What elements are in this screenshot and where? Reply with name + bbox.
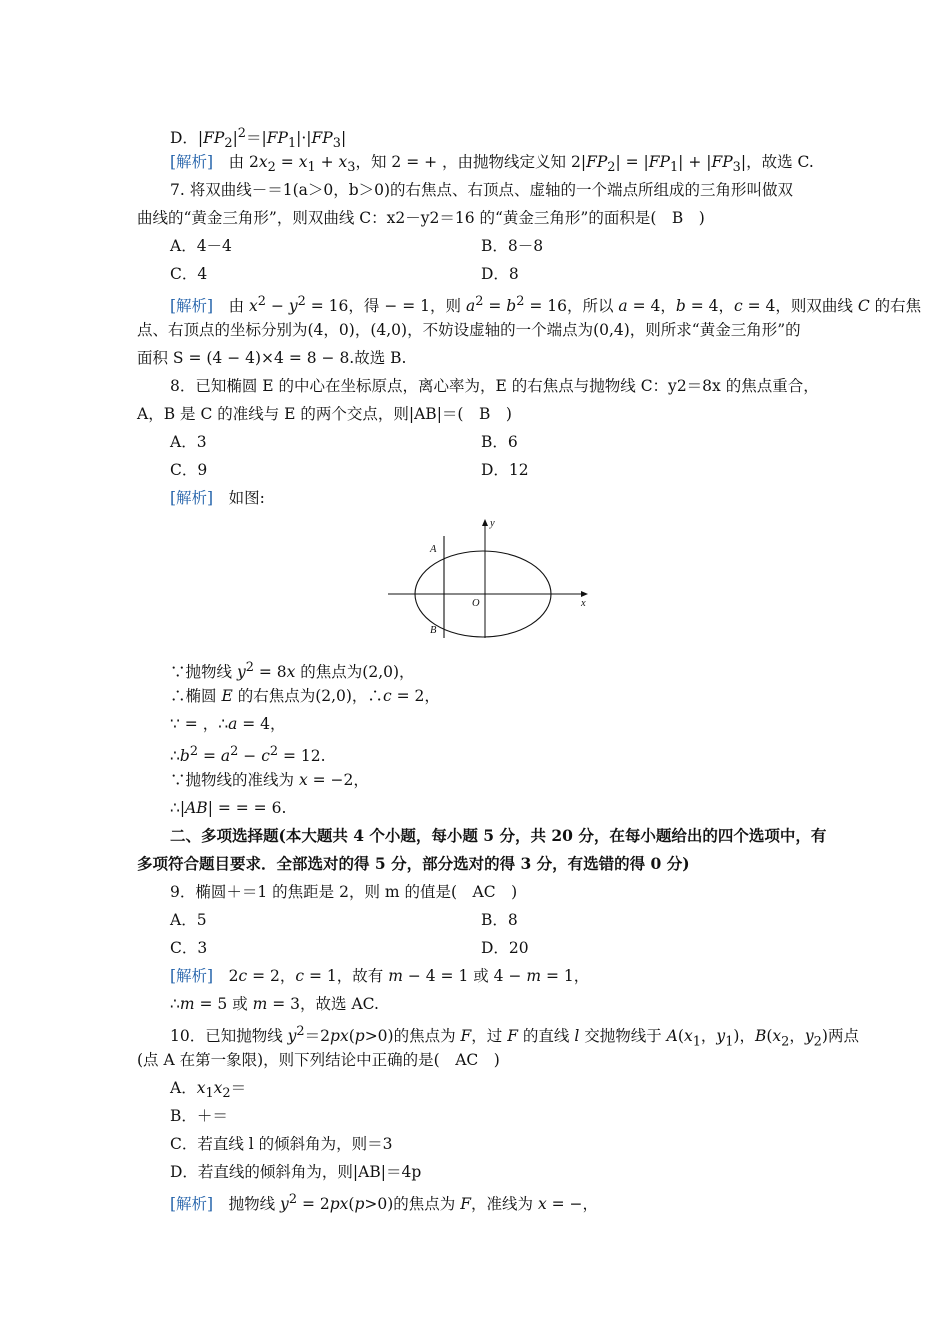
q9-option-d: D．20	[481, 939, 529, 957]
q9-solution-line2: ∴m = 5 或 m = 3，故选 AC.	[170, 995, 379, 1013]
q6-option-d: D．$|FP_2|^2=|FP_1|\cdot|FP_3|$	[170, 126, 347, 152]
q10-option-a: A．$x_1x_2=$	[170, 1079, 247, 1102]
q10-option-c: C．若直线 l 的倾斜角为，则＝3	[170, 1135, 393, 1153]
q8-step6: ∴|AB| = = = 6.	[170, 799, 287, 817]
q8-option-d: D．12	[481, 461, 529, 479]
q7-option-b: B．8－8	[481, 237, 544, 255]
q8-option-b: B．6	[481, 433, 518, 451]
q10-stem-line1: 10．已知抛物线 $y^2=2px(p>0)$的焦点为 F，过 F 的直线 l 交抛物线于 $A(x_1$，$y_1$)，$B(x_2$，$y_2$)两点	[170, 1024, 859, 1050]
q6-solution: [解析] 由 $2x_2 = x_1 + x_3$，知 2 = + ，由抛物线定义知 $2|FP_2| = |FP_1| + |FP_3|$，故选 C.	[170, 153, 814, 176]
q8-option-a: A．3	[170, 433, 207, 451]
q7-solution-line1: [解析] 由 $x^2 - y^2 = 16$，得 − = 1，则 $a^2 = b^2 = 16$，所以 a = 4，b = 4，c = 4，则双曲线 C 的右焦	[170, 294, 922, 316]
q7-solution-line2: 点、右顶点的坐标分别为(4，0)，(4,0)，不妨设虚轴的一个端点为(0,4)，则所求“黄金三角形”的	[137, 321, 801, 339]
q7-stem-line1: 7. 将双曲线－＝1(a＞0，b＞0)的右焦点、右顶点、虚轴的一个端点所组成的三角形叫做双	[170, 181, 794, 199]
q8-step2: ∴椭圆 E 的右焦点为(2,0)，∴c = 2，	[170, 687, 440, 705]
q8-step5: ∵抛物线的准线为 x = −2，	[170, 771, 369, 789]
q8-stem-line1: 8．已知椭圆 E 的中心在坐标原点，离心率为，E 的右焦点与抛物线 C：y2＝8x 的焦点重合，	[170, 377, 819, 395]
q9-option-b: B．8	[481, 911, 518, 929]
q7-option-d: D．8	[481, 265, 519, 283]
q7-option-a: A．4－4	[170, 237, 232, 255]
point-b-label: B	[430, 625, 437, 636]
q8-solution-intro: [解析] 如图:	[170, 489, 265, 507]
x-axis-arrow	[581, 591, 588, 597]
q10-option-d: D．若直线的倾斜角为，则|AB|＝4p	[170, 1163, 422, 1181]
ellipse-figure	[388, 514, 592, 638]
point-a-label: A	[430, 544, 437, 555]
q8-step3: ∵ = ，∴a = 4，	[170, 715, 286, 733]
origin-label: O	[472, 598, 480, 609]
y-axis-arrow	[482, 519, 488, 526]
x-axis-label: x	[581, 598, 586, 609]
q7-option-c: C．4	[170, 265, 208, 283]
section2-heading-line2: 多项符合题目要求．全部选对的得 5 分，部分选对的得 3 分，有选错的得 0 分)	[137, 854, 690, 873]
q8-stem-line2: A，B 是 C 的准线与 E 的两个交点，则|AB|＝( B )	[137, 405, 512, 423]
q8-step4: $\therefore b^2 = a^2 - c^2 = 12$.	[170, 744, 326, 766]
q9-stem: 9．椭圆＋＝1 的焦距是 2，则 m 的值是( AC )	[170, 883, 518, 901]
q9-solution-line1: [解析] 2c = 2，c = 1，故有 m − 4 = 1 或 4 − m = 1，	[170, 967, 590, 985]
q7-solution-line3: 面积 S = (4 − 4)×4 = 8 − 8.故选 B.	[137, 349, 407, 367]
section2-heading-line1: 二、多项选择题(本大题共 4 个小题，每小题 5 分，共 20 分，在每小题给出的四个选项中，有	[170, 826, 827, 845]
q10-solution-line1: [解析] 抛物线 $y^2 = 2px(p>0)$的焦点为 F，准线为 x = −，	[170, 1192, 599, 1214]
q9-option-c: C．3	[170, 939, 208, 957]
q7-stem-line2: 曲线的“黄金三角形”，则双曲线 C：x2－y2＝16 的“黄金三角形”的面积是( B )	[137, 209, 705, 227]
q9-option-a: A．5	[170, 911, 207, 929]
q8-step1: ∵抛物线 $y^2 = 8x$ 的焦点为(2,0)，	[170, 660, 415, 682]
q10-option-b: B．＋＝	[170, 1107, 228, 1125]
q10-stem-line2: (点 A 在第一象限)，则下列结论中正确的是( AC )	[137, 1051, 500, 1069]
y-axis-label: y	[490, 518, 495, 529]
q8-option-c: C．9	[170, 461, 208, 479]
